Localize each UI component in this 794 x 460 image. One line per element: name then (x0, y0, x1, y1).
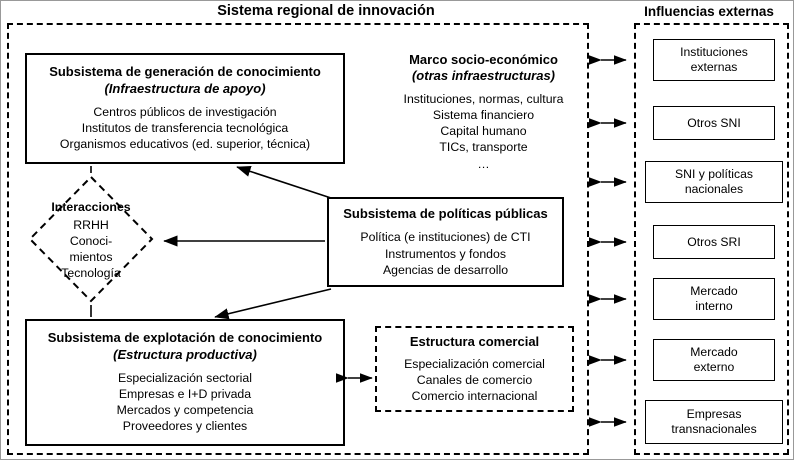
public-policy-lines: Política (e instituciones) de CTI Instrumentos y fondos Agencias de desarrollo (360, 230, 531, 277)
knowledge-exploitation-title: Subsistema de explotación de conocimiento (Estructura productiva) (47, 330, 323, 362)
knowledge-exploitation-lines: Especialización sectorial Empresas e I+D privada Mercados y competencia Proveedores y clientes (116, 370, 254, 434)
interactions-diamond (27, 174, 155, 304)
external-item-otros-sri[interactable] (653, 225, 775, 259)
interactions-line-2: Conoci- (69, 234, 113, 248)
socioeconomic-framework-lines: Instituciones, normas, cultura Sistema financiero Capital humano TICs, transporte … (403, 91, 564, 171)
commercial-structure-lines: Especialización comercial Canales de comercio Comercio internacional (404, 356, 545, 404)
external-item-label: Empresas transnacionales (671, 407, 757, 436)
knowledge-exploitation-subsystem-box (25, 319, 345, 446)
knowledge-generation-title: Subsistema de generación de conocimiento (Infraestructura de apoyo) (49, 64, 321, 96)
commercial-structure-box (375, 326, 574, 412)
external-item-instituciones-externas[interactable] (653, 39, 775, 81)
external-item-mercado-externo[interactable] (653, 339, 775, 381)
external-item-label: Otros SRI (687, 234, 741, 249)
bidirectional-connectors (601, 60, 626, 422)
external-influences-title: Influencias externas (644, 4, 774, 19)
external-item-otros-sni[interactable] (653, 106, 775, 140)
external-item-label: Mercado interno (690, 284, 738, 313)
external-item-label: Instituciones externas (680, 45, 748, 74)
external-item-sni-politicas-nacionales[interactable] (645, 161, 783, 203)
interactions-line-4: Tecnología (61, 266, 121, 280)
commercial-structure-title: Estructura comercial (409, 333, 540, 349)
knowledge-generation-lines: Centros públicos de investigación Institutos de transferencia tecnológica Organismos educativos (ed. superior, técnica) (59, 104, 311, 152)
interactions-line-1: RRHH (73, 218, 109, 232)
knowledge-generation-subsystem-box (25, 53, 345, 164)
external-item-label: Mercado externo (690, 345, 738, 374)
external-item-label: Otros SNI (687, 115, 741, 130)
public-policy-title: Subsistema de políticas públicas (343, 206, 548, 222)
interactions-line-3: mientos (69, 250, 113, 264)
external-item-label: SNI y políticas nacionales (675, 167, 753, 196)
external-item-mercado-interno[interactable] (653, 278, 775, 320)
socioeconomic-framework-title: Marco socio-económico (otras infraestructuras) (409, 52, 558, 84)
interactions-title: Interacciones (51, 200, 131, 214)
socioeconomic-framework-block (381, 37, 586, 187)
public-policy-subsystem-box (327, 197, 564, 287)
external-item-empresas-transnacionales[interactable] (645, 400, 783, 444)
main-title: Sistema regional de innovación (217, 3, 435, 19)
